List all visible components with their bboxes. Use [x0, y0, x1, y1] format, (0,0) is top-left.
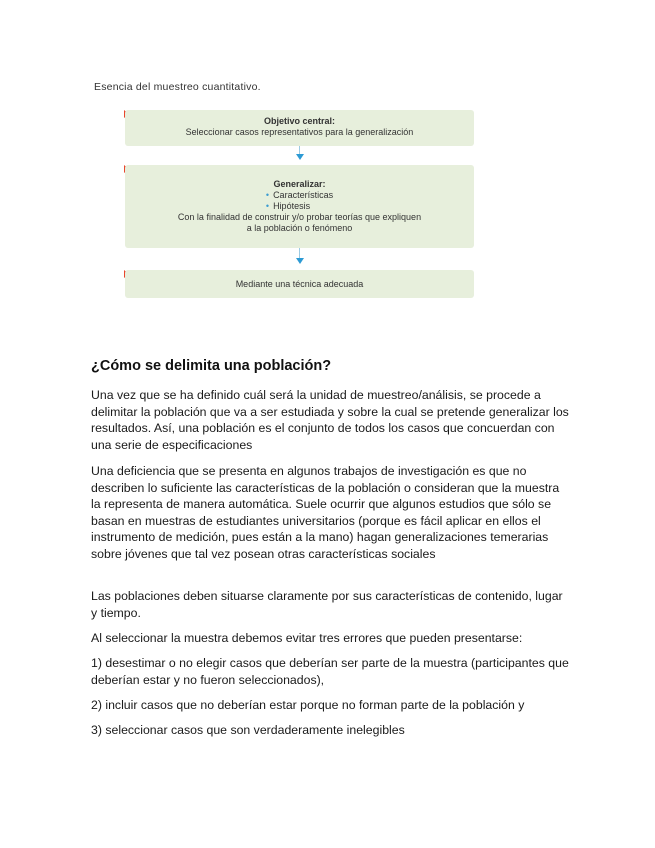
- paragraph: Una vez que se ha definido cuál será la unidad de muestreo/análisis, se procede a delimitar la población que va a ser estudiada y sobre la cual se pretende generalizar los resultados. Así, una población es el conjunto de todos los casos que concuerdan con una serie de especificaciones: [91, 388, 569, 452]
- bullet-icon: •: [265, 201, 270, 211]
- box-generalizar-line1: Con la finalidad de construir y/o probar teorías que expliquen: [177, 212, 422, 222]
- figure-caption: Esencia del muestreo cuantitativo.: [94, 81, 261, 93]
- paragraph: 1) desestimar o no elegir casos que deberían ser parte de la muestra (participantes que deberían estar y no fueron seleccionados),: [91, 656, 569, 687]
- paragraph: Al seleccionar la muestra debemos evitar tres errores que pueden presentarse:: [91, 631, 523, 645]
- bullet-list: [266, 190, 333, 212]
- bullet-icon: •: [265, 190, 270, 200]
- box-objetivo: [125, 110, 474, 146]
- arrow-down-icon: [296, 154, 304, 160]
- box-generalizar-title: Generalizar:: [273, 179, 326, 189]
- paragraph: Una deficiencia que se presenta en algunos trabajos de investigación es que no describen lo suficiente las características de la población o consideran que la muestra la representa de manera automática. Suele ocurrir que algunos estudios que sólo se basan en muestras de estudiantes universitarios (porque es fácil aplicar en ellos el instrumento de medición, pues están a la mano) hagan generalizaciones temerarias sobre jóvenes que tal vez posean otras características sociales: [91, 464, 560, 561]
- list-item: • Características: [265, 190, 334, 200]
- box-tecnica: [125, 270, 474, 298]
- box-tecnica-text: Mediante una técnica adecuada: [235, 279, 364, 289]
- paragraph: 3) seleccionar casos que son verdaderamente inelegibles: [91, 723, 405, 737]
- box-objetivo-title: Objetivo central:: [263, 116, 335, 126]
- list-item: • Hipótesis: [265, 201, 311, 211]
- box-generalizar: [125, 165, 474, 248]
- connector-line: [299, 248, 300, 258]
- box-generalizar-line2: a la población o fenómeno: [246, 223, 353, 233]
- box-objetivo-text: Seleccionar casos representativos para la generalización: [185, 127, 414, 137]
- paragraph: 2) incluir casos que no deberían estar porque no forman parte de la población y: [91, 698, 525, 712]
- paragraph: Las poblaciones deben situarse claramente por sus características de contenido, lugar y tiempo.: [91, 589, 563, 620]
- arrow-down-icon: [296, 258, 304, 264]
- connector-line: [299, 146, 300, 154]
- section-heading: ¿Cómo se delimita una población?: [91, 358, 332, 374]
